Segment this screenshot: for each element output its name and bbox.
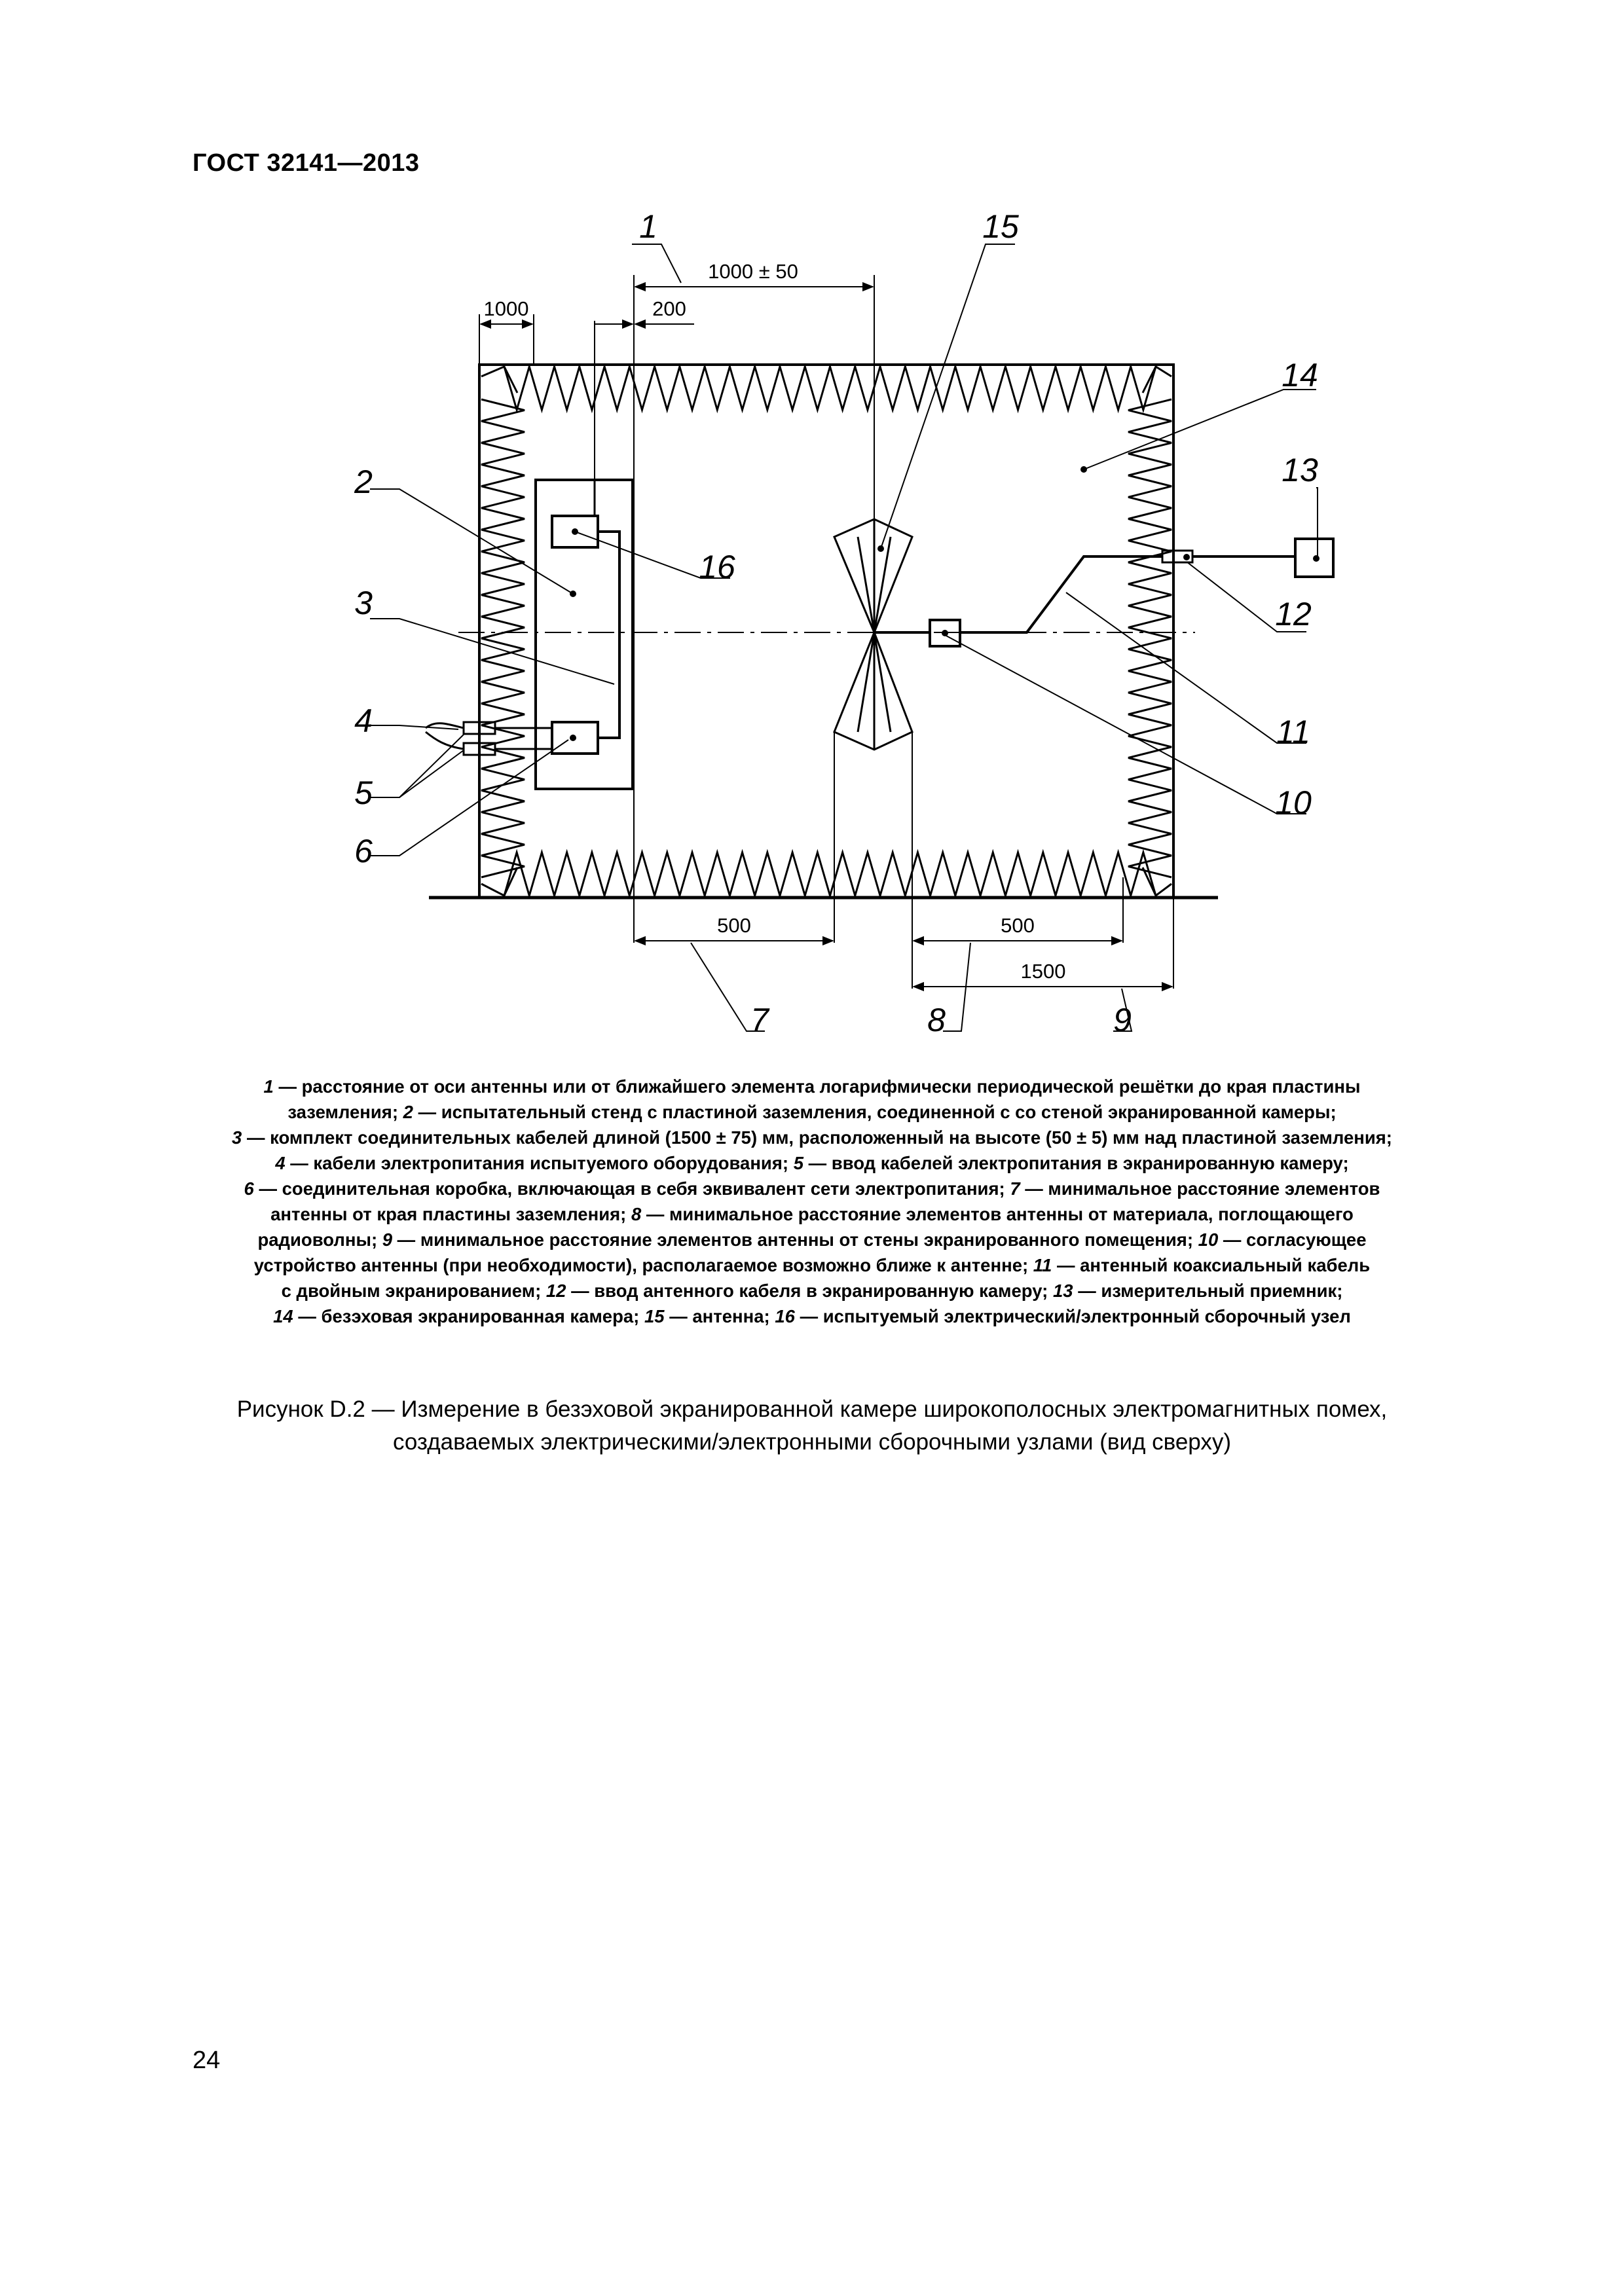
absorber-left	[481, 399, 525, 877]
dim-200: 200	[652, 297, 686, 320]
dim-500-left: 500	[717, 914, 751, 937]
caption-line-1: Рисунок D.2 — Измерение в безэховой экранированной камере широкополосных электромагнитных помех,	[236, 1396, 1388, 1422]
legend-item-text: — согласующее	[1218, 1230, 1367, 1250]
absorber-wedges	[481, 367, 1172, 896]
callout-10: 10	[1275, 784, 1312, 821]
legend-line	[190, 1278, 1434, 1303]
chamber-outline	[479, 365, 1173, 898]
legend-item-number: 2	[403, 1102, 413, 1122]
legend-line	[190, 1074, 1434, 1099]
dim-1500: 1500	[1020, 960, 1066, 983]
legend-item-text: — кабели электропитания испытуемого оборудования;	[285, 1153, 794, 1173]
document-header: ГОСТ 32141—2013	[193, 149, 420, 177]
legend-item-number: 11	[1033, 1255, 1052, 1275]
caption-line-2: создаваемых электрическими/электронными сборочными узлами (вид сверху)	[392, 1429, 1232, 1455]
legend-line	[190, 1252, 1434, 1278]
figure-legend	[190, 1074, 1434, 1329]
legend-item-text: — соединительная коробка, включающая в себя эквивалент сети электропитания;	[253, 1178, 1010, 1199]
anechoic-chamber-diagram	[0, 0, 1624, 1061]
legend-item-number: 6	[244, 1178, 254, 1199]
legend-item-text: заземления;	[287, 1102, 403, 1122]
callout-4: 4	[354, 702, 373, 739]
absorber-corner	[481, 367, 517, 393]
legend-line	[190, 1176, 1434, 1201]
absorber-bottom	[504, 852, 1156, 896]
legend-item-number: 4	[275, 1153, 286, 1173]
legend-line	[190, 1150, 1434, 1176]
dim-1000-pm-50: 1000 ± 50	[708, 260, 798, 283]
legend-item-text: — испытательный стенд с пластиной заземления, соединенной с со стеной экранированной камеры;	[413, 1102, 1337, 1122]
test-bench	[536, 480, 633, 789]
callout-1: 1	[639, 208, 657, 245]
legend-item-text: антенны от края пластины заземления;	[270, 1204, 631, 1224]
callout-14: 14	[1282, 357, 1318, 393]
callout-11: 11	[1276, 714, 1310, 750]
legend-item-number: 1	[263, 1076, 274, 1097]
legend-item-text: — расстояние от оси антенны или от ближайшего элемента логарифмически периодической решётки до края пластины	[273, 1076, 1361, 1097]
legend-line	[190, 1125, 1434, 1150]
callout-16: 16	[699, 549, 735, 585]
antenna	[834, 519, 912, 750]
absorber-corner	[1143, 367, 1172, 393]
legend-line	[190, 1099, 1434, 1125]
page-number: 24	[193, 2047, 221, 2074]
callout-9: 9	[1113, 1002, 1132, 1038]
legend-item-number: 8	[631, 1204, 642, 1224]
callout-5: 5	[354, 774, 373, 811]
callout-6: 6	[354, 833, 373, 869]
legend-item-number: 5	[793, 1153, 803, 1173]
cable-harness	[598, 532, 619, 738]
legend-item-number: 14	[273, 1306, 293, 1326]
legend-item-text: — минимальное расстояние элементов антенны от стены экранированного помещения;	[392, 1230, 1198, 1250]
callout-8: 8	[927, 1002, 946, 1038]
legend-item-text: с двойным экранированием;	[281, 1281, 546, 1301]
legend-item-text: устройство антенны (при необходимости), располагаемое возможно ближе к антенне;	[253, 1255, 1033, 1275]
figure-caption	[190, 1393, 1434, 1459]
legend-item-text: — антенна;	[664, 1306, 775, 1326]
legend-item-number: 10	[1198, 1230, 1219, 1250]
legend-item-text: — измерительный приемник;	[1073, 1281, 1343, 1301]
callout-3: 3	[354, 585, 373, 621]
legend-item-text: — минимальное расстояние элементов	[1020, 1178, 1380, 1199]
absorber-top	[504, 367, 1156, 410]
legend-item-text: — антенный коаксиальный кабель	[1052, 1255, 1371, 1275]
absorber-right	[1128, 399, 1172, 877]
callout-13: 13	[1282, 452, 1318, 488]
legend-item-text: — ввод антенного кабеля в экранированную камеру;	[566, 1281, 1053, 1301]
legend-line	[190, 1201, 1434, 1227]
legend-item-text: — комплект соединительных кабелей длиной (1500 ± 75) мм, расположенный на высоте (50 ± 5) мм над пластиной заземления;	[242, 1127, 1392, 1148]
legend-item-text: — безэховая экранированная камера;	[293, 1306, 644, 1326]
legend-item-text: — минимальное расстояние элементов антенны от материала, поглощающего	[641, 1204, 1354, 1224]
legend-item-text: радиоволны;	[257, 1230, 382, 1250]
legend-item-number: 12	[545, 1281, 566, 1301]
legend-item-number: 7	[1010, 1178, 1020, 1199]
legend-item-text: — ввод кабелей электропитания в экранированную камеру;	[803, 1153, 1349, 1173]
legend-item-text: — испытуемый электрический/электронный сборочный узел	[794, 1306, 1351, 1326]
legend-item-number: 15	[644, 1306, 665, 1326]
legend-item-number: 13	[1052, 1281, 1073, 1301]
callout-2: 2	[354, 464, 373, 500]
legend-line	[190, 1227, 1434, 1252]
legend-line	[190, 1303, 1434, 1329]
dim-500-right: 500	[1001, 914, 1035, 937]
callout-15: 15	[982, 208, 1019, 245]
callout-7: 7	[750, 1002, 769, 1038]
legend-item-number: 16	[775, 1306, 795, 1326]
callout-12: 12	[1275, 596, 1312, 632]
legend-item-number: 3	[232, 1127, 242, 1148]
coax-cable	[960, 556, 1162, 632]
legend-item-number: 9	[382, 1230, 393, 1250]
dim-1000: 1000	[483, 297, 529, 320]
